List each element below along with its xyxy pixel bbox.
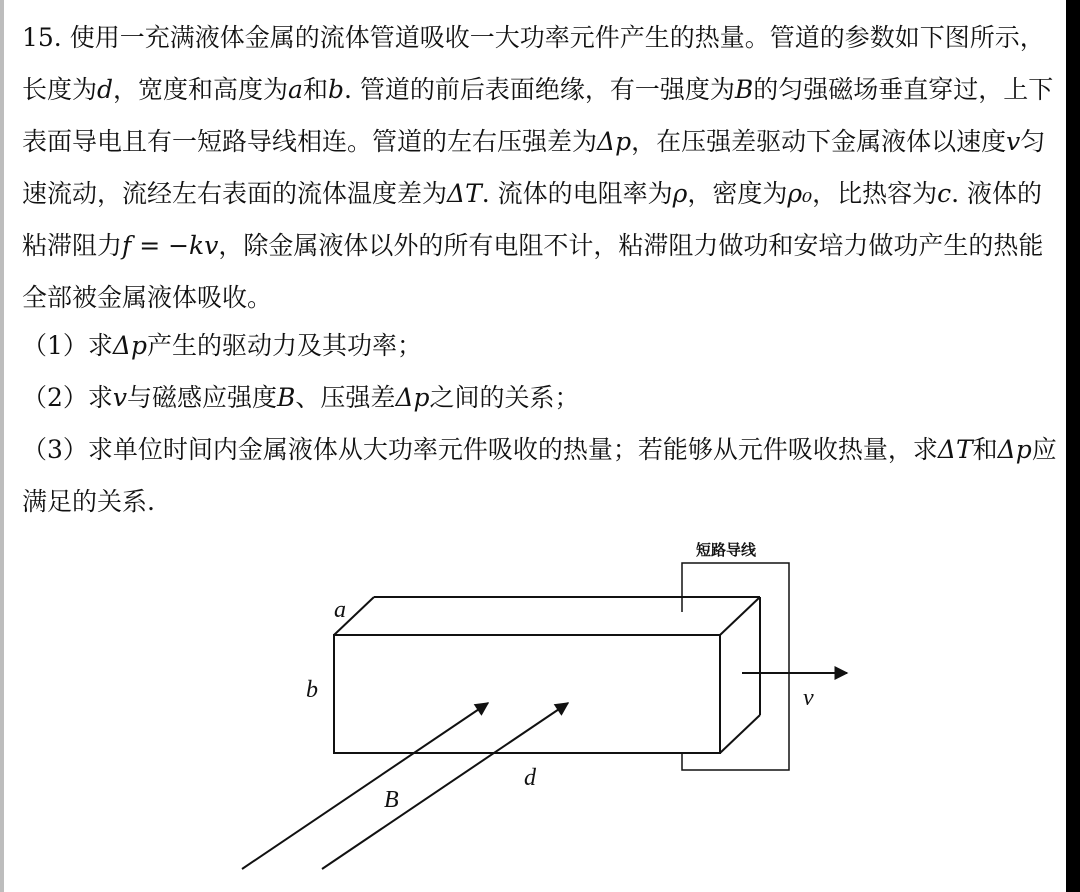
q3-text-1: （3）求单位时间内金属液体从大功率元件吸收的热量；若能够从元件吸收热量，求 — [22, 435, 938, 464]
short-circuit-wire-label: 短路导线 — [696, 541, 757, 559]
width-label: a — [334, 597, 346, 623]
var-B: B — [734, 75, 754, 104]
q2-var-delta-p: Δp — [395, 383, 430, 412]
intro-text-5: 的匀强磁场垂直穿过，上下表面导电且有一短路导线相连。管道的左右压强差为 — [22, 75, 1054, 156]
intro-text-1: 使用一充满液体金属的流体管道吸收一大功率元件产生的热量。管道的参数如下图所示，长度为 — [22, 23, 1045, 104]
problem-number: 15. — [22, 23, 62, 52]
var-d: d — [97, 75, 114, 104]
q2-text-4: 之间的关系； — [429, 383, 580, 412]
intro-text-10: ，比热容为 — [812, 179, 938, 208]
pipe-side-edge-bottom — [720, 715, 760, 753]
var-rho: ρ — [672, 179, 688, 208]
intro-text-3: 和 — [302, 75, 328, 104]
pipe-top-edge-right — [720, 597, 760, 635]
intro-text-4: . 管道的前后表面绝缘，有一强度为 — [343, 75, 735, 104]
q1-text-2: 产生的驱动力及其功率； — [146, 331, 422, 360]
q2-text-3: 、压强差 — [295, 383, 396, 412]
question-1 — [22, 320, 422, 372]
q2-text-2: 与磁感应强度 — [127, 383, 278, 412]
q2-var-B: B — [277, 383, 296, 412]
q3-text-3: 应满足的关系. — [22, 435, 1057, 516]
q3-var-delta-T: ΔT — [937, 435, 973, 464]
intro-text-6: ，在压强差驱动下金属液体以速度 — [631, 127, 1007, 156]
intro-text-12: ，除金属液体以外的所有电阻不计，粘滞阻力做功和安培力做功产生的热能全部被金属液体吸收。 — [22, 231, 1044, 312]
magnetic-field-arrow-1 — [242, 703, 488, 869]
var-delta-T: ΔT — [447, 179, 482, 208]
var-rho0: ρ₀ — [787, 179, 813, 208]
q3-text-2: 和 — [972, 435, 998, 464]
q1-text-1: （1）求 — [22, 331, 113, 360]
q2-var-v: v — [112, 383, 128, 412]
problem-statement — [22, 12, 1067, 324]
var-v: v — [1006, 127, 1021, 156]
height-label: b — [306, 677, 318, 703]
intro-text-2: ，宽度和高度为 — [113, 75, 289, 104]
velocity-label: v — [803, 685, 814, 711]
question-2 — [22, 372, 580, 424]
pipe-diagram — [4, 525, 1066, 892]
question-3 — [22, 424, 1067, 528]
formula-f: f = −kv — [122, 231, 219, 260]
pipe-front-face — [334, 635, 720, 753]
q2-text-1: （2）求 — [22, 383, 113, 412]
intro-text-11: . 液体的粘滞阻力 — [22, 179, 1043, 260]
var-a: a — [288, 75, 303, 104]
var-delta-p: Δp — [597, 127, 632, 156]
pipe-box — [334, 597, 760, 753]
intro-text-7: 匀速流动，流经左右表面的流体温度差为 — [22, 127, 1046, 208]
length-label: d — [524, 765, 536, 791]
magnetic-field-label: B — [384, 787, 399, 813]
q3-var-delta-p: Δp — [997, 435, 1032, 464]
intro-text-8: . 流体的电阻率为 — [481, 179, 673, 208]
var-c: c — [937, 179, 952, 208]
var-b: b — [327, 75, 344, 104]
intro-text-9: ，密度为 — [687, 179, 788, 208]
q1-var-delta-p: Δp — [112, 331, 147, 360]
